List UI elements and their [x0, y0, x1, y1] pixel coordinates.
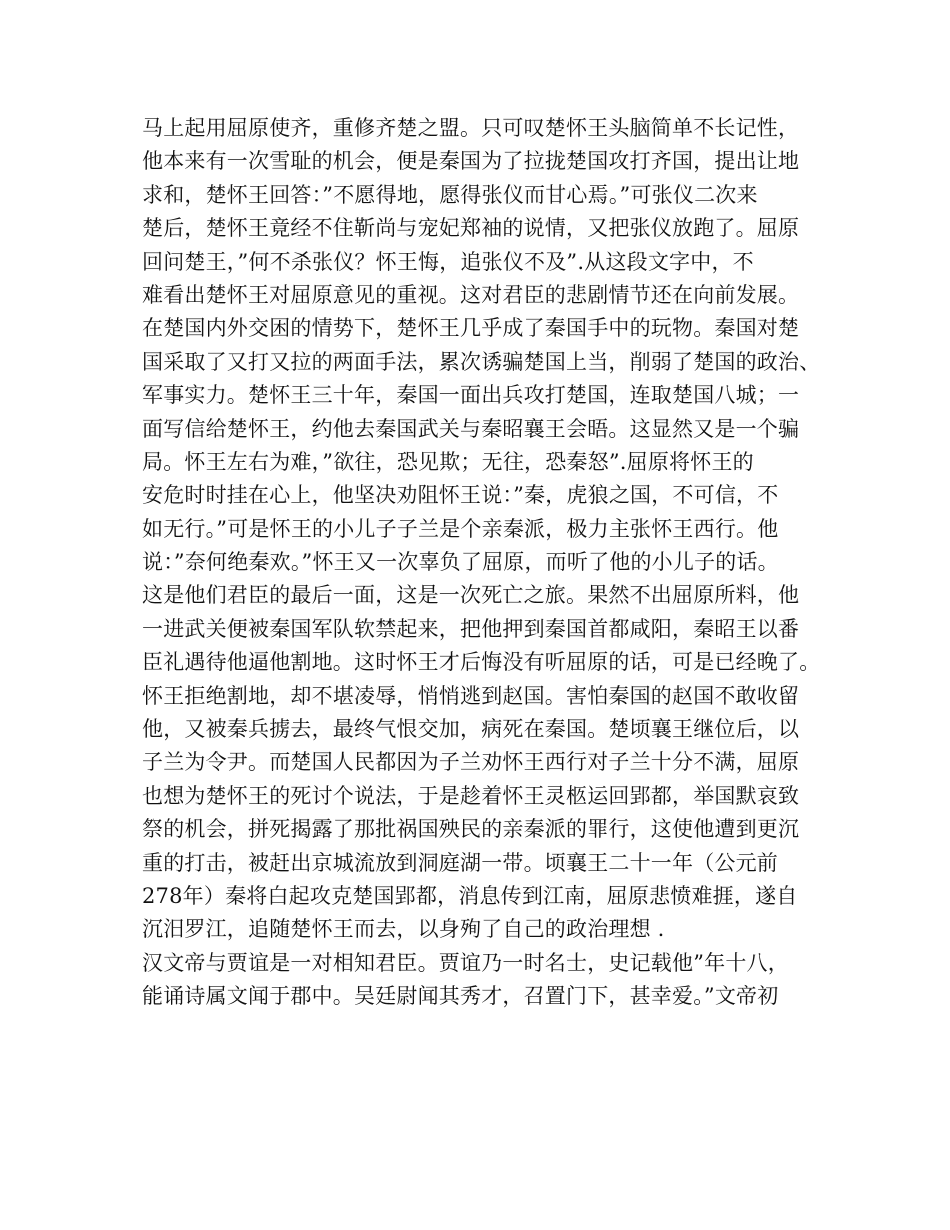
- text-line: 他，又被秦兵掳去，最终气恨交加，病死在秦国。楚顷襄王继位后，以: [142, 717, 800, 742]
- text-line: 求和，楚怀王回答：”不愿得地，愿得张仪而甘心焉。”可张仪二次来: [142, 182, 758, 207]
- text-line: 在楚国内外交困的情势下，楚怀王几乎成了秦国手中的玩物。秦国对楚: [142, 316, 800, 341]
- text-line: 祭的机会，拼死揭露了那批祸国殃民的亲秦派的罪行，这使他遭到更沉: [142, 817, 800, 842]
- text-line: 这是他们君臣的最后一面，这是一次死亡之旅。果然不出屈原所料，他: [142, 583, 800, 608]
- text-line: 如无行。”可是怀王的小儿子子兰是个亲秦派，极力主张怀王西行。他: [142, 516, 779, 541]
- text-line: 臣礼遇待他逼他割地。这时怀王才后悔没有听屈原的话，可是已经晚了。: [142, 650, 821, 675]
- text-line: 也想为楚怀王的死讨个说法，于是趁着怀王灵柩运回郢都，举国默哀致: [142, 783, 800, 808]
- text-line: 能诵诗属文闻于郡中。吴廷尉闻其秀才，召置门下，甚幸爱。”文帝初: [142, 984, 779, 1009]
- body-text: [142, 112, 832, 1014]
- text-line: 子兰为令尹。而楚国人民都因为子兰劝怀王西行对子兰十分不满，屈原: [142, 750, 800, 775]
- text-line: 沉汨罗江，追随楚怀王而去，以身殉了自己的政治理想 .: [142, 917, 665, 942]
- text-line: 他本来有一次雪耻的机会，便是秦国为了拉拢楚国攻打齐国，提出让地: [142, 149, 800, 174]
- text-line: 安危时时挂在心上，他坚决劝阻怀王说：”秦，虎狼之国，不可信，不: [142, 483, 779, 508]
- text-line: 一进武关便被秦国军队软禁起来，把他押到秦国首都咸阳，秦昭王以番: [142, 616, 800, 641]
- text-line: 重的打击，被赶出京城流放到洞庭湖一带。顷襄王二十一年（公元前: [142, 850, 778, 875]
- text-line: 怀王拒绝割地，却不堪凌辱，悄悄逃到赵国。害怕秦国的赵国不敢收留: [142, 683, 800, 708]
- text-line: 楚后，楚怀王竟经不住靳尚与宠妃郑袖的说情，又把张仪放跑了。屈原: [142, 216, 800, 241]
- text-line: 汉文帝与贾谊是一对相知君臣。贾谊乃一时名士，史记载他”年十八，: [142, 950, 789, 975]
- text-line: 278年）秦将白起攻克楚国郢都，消息传到江南，屈原悲愤难捱，遂自: [142, 883, 798, 908]
- text-line: 局。怀王左右为难，”欲往，恐见欺；无往，恐秦怒”.屈原将怀王的: [142, 449, 754, 474]
- text-line: 马上起用屈原使齐，重修齐楚之盟。只可叹楚怀王头脑简单不长记性，: [142, 116, 800, 140]
- text-line: 面写信给楚怀王，约他去秦国武关与秦昭襄王会晤。这显然又是一个骗: [142, 416, 800, 441]
- text-line: 回问楚王，”何不杀张仪？怀王悔，追张仪不及”.从这段文字中，不: [142, 249, 754, 274]
- text-line: 军事实力。楚怀王三十年，秦国一面出兵攻打楚国，连取楚国八城；一: [142, 383, 800, 408]
- text-line: 难看出楚怀王对屈原意见的重视。这对君臣的悲剧情节还在向前发展。: [142, 282, 800, 307]
- text-line: 说：”奈何绝秦欢。”怀王又一次辜负了屈原，而听了他的小儿子的话。: [142, 550, 779, 575]
- text-line: 国采取了又打又拉的两面手法，累次诱骗楚国上当，削弱了楚国的政治、: [142, 349, 821, 374]
